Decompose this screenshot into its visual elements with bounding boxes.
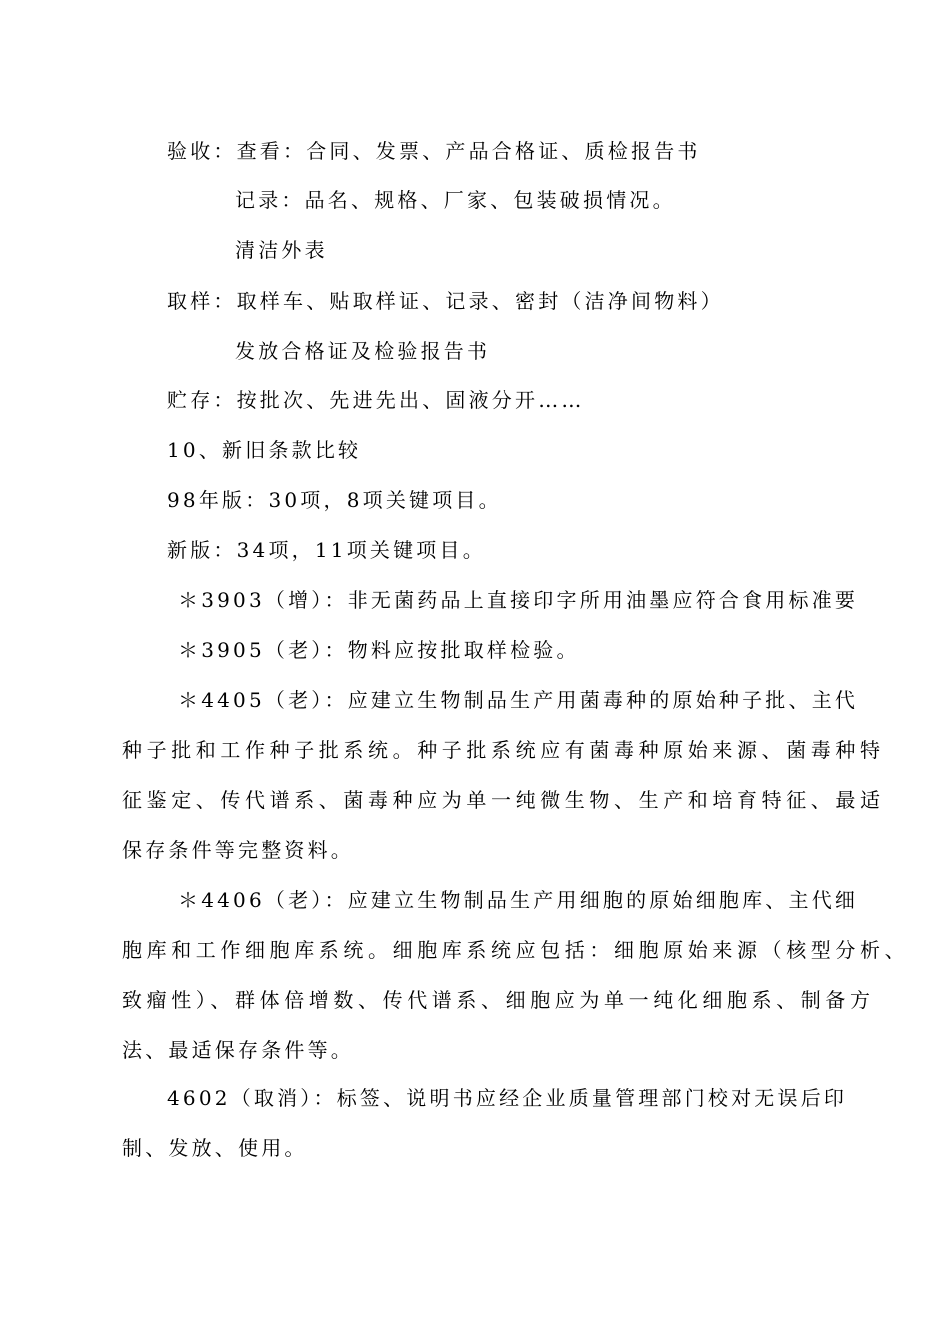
clause-4405-line-4: 保存条件等完整资料。 xyxy=(122,838,354,862)
clause-4405-line-2: 种子批和工作种子批系统。种子批系统应有菌毒种原始来源、菌毒种特 xyxy=(122,738,885,762)
text-line-acceptance: 验收：查看：合同、发票、产品合格证、质检报告书 xyxy=(167,139,701,163)
text-line-storage: 贮存：按批次、先进先出、固液分开…… xyxy=(167,388,585,412)
text-line-sampling: 取样：取样车、贴取样证、记录、密封（洁净间物料） xyxy=(167,289,724,313)
clause-4602-line-1: 4602（取消）：标签、说明书应经企业质量管理部门校对无误后印 xyxy=(167,1086,848,1110)
clause-4406-line-4: 法、最适保存条件等。 xyxy=(122,1038,354,1062)
text-line-clean-surface: 清洁外表 xyxy=(235,238,328,262)
clause-3903: ＊3903（增）：非无菌药品上直接印字所用油墨应符合食用标准要 xyxy=(178,588,859,612)
text-line-release-certificate: 发放合格证及检验报告书 xyxy=(235,339,491,363)
text-line-1998-edition: 98年版：30项，8项关键项目。 xyxy=(167,488,502,512)
clause-4405-line-1: ＊4405（老）：应建立生物制品生产用菌毒种的原始种子批、主代 xyxy=(178,688,859,712)
clause-4406-line-2: 胞库和工作细胞库系统。细胞库系统应包括：细胞原始来源（核型分析、 xyxy=(122,938,910,962)
clause-4602-line-2: 制、发放、使用。 xyxy=(122,1136,308,1160)
clause-3905: ＊3905（老）：物料应按批取样检验。 xyxy=(178,638,580,662)
text-line-new-edition: 新版：34项，11项关键项目。 xyxy=(167,538,486,562)
clause-4406-line-1: ＊4406（老）：应建立生物制品生产用细胞的原始细胞库、主代细 xyxy=(178,888,859,912)
text-line-records: 记录：品名、规格、厂家、包装破损情况。 xyxy=(235,188,676,212)
clause-4406-line-3: 致瘤性）、群体倍增数、传代谱系、细胞应为单一纯化细胞系、制备方 xyxy=(122,988,875,1012)
section-heading-comparison: 10、新旧条款比较 xyxy=(167,438,362,462)
clause-4405-line-3: 征鉴定、传代谱系、菌毒种应为单一纯微生物、生产和培育特征、最适 xyxy=(122,788,885,812)
